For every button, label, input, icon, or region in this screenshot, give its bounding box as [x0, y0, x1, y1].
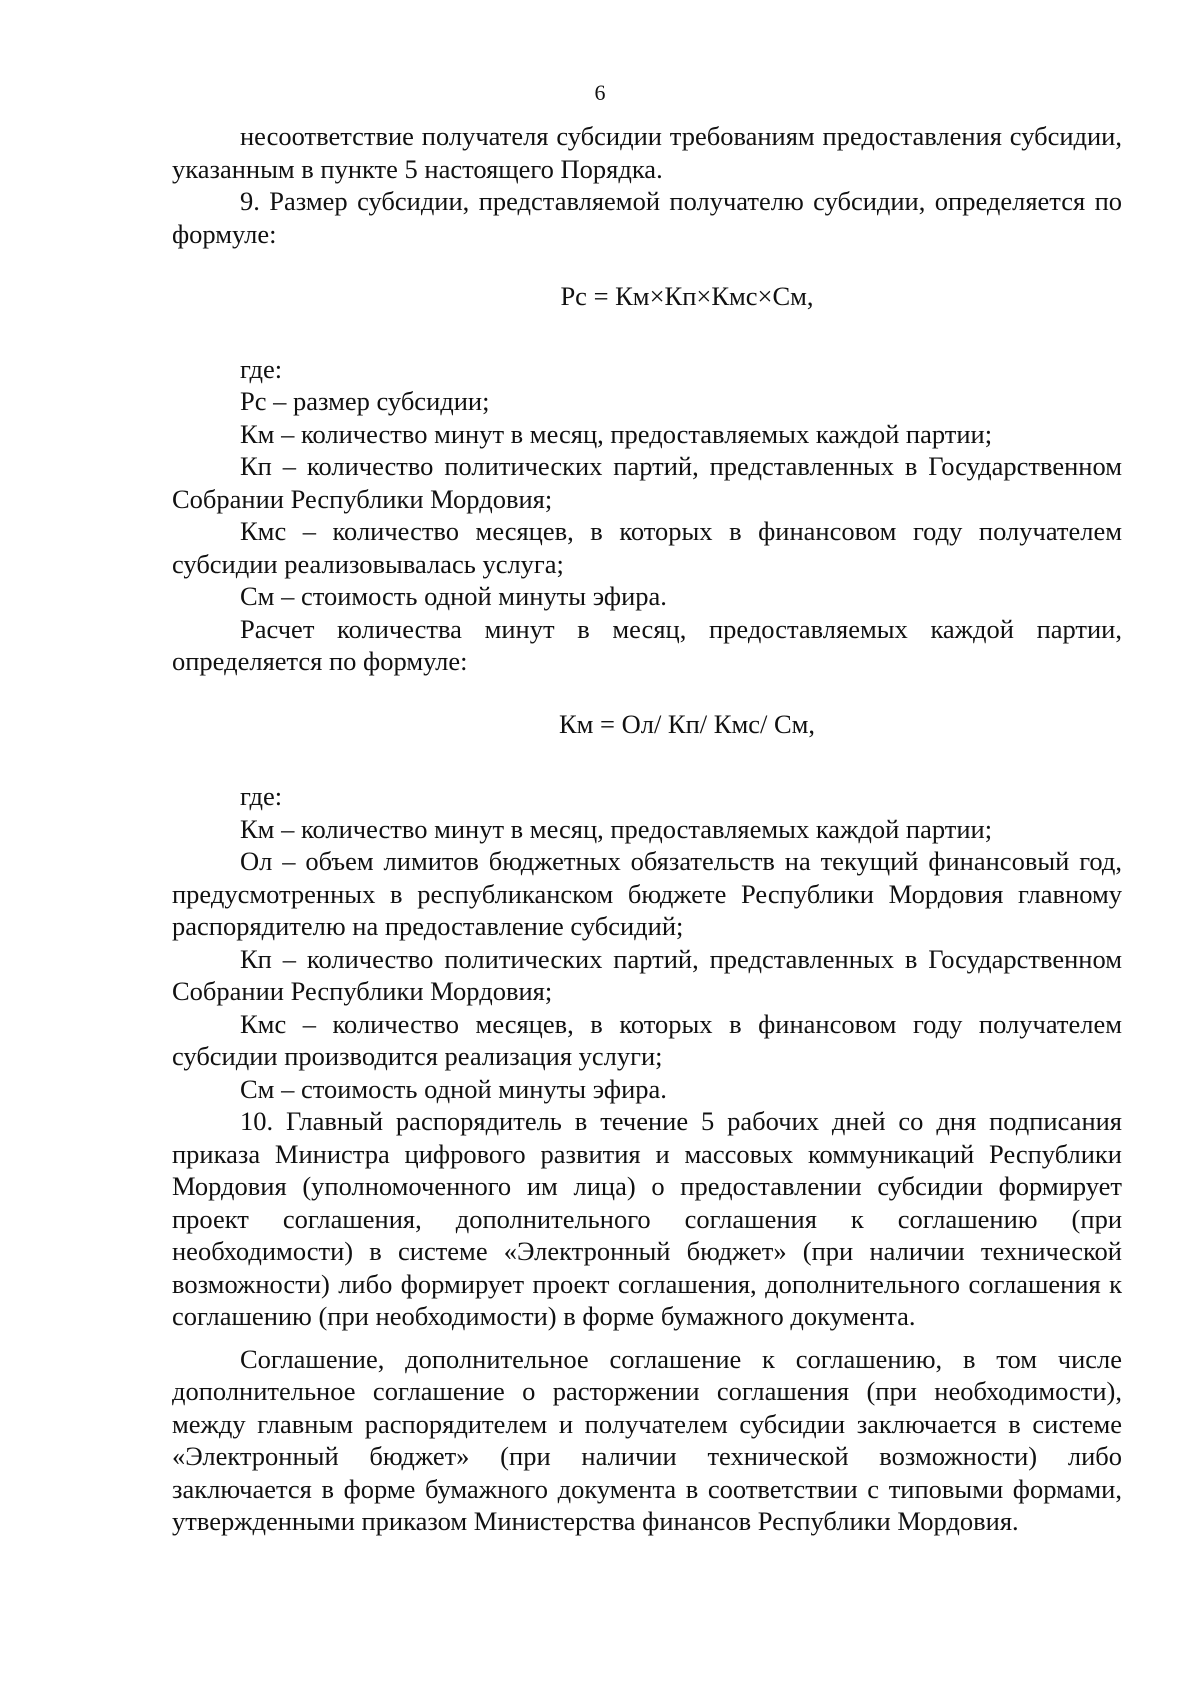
paragraph-item-10: 10. Главный распорядитель в течение 5 рабочих дней со дня подписания приказа Министра цифрового развития и массовых коммуникаций Республики Мордовия (уполномоченного им лица) о предоставлении субсидии формирует проект соглашения, дополнительного соглашения к соглашению (при необходимости) в системе «Электронный бюджет» (при наличии технической возможности) либо формирует проект соглашения, дополнительного соглашения к соглашению (при необходимости) в форме бумажного документа. [172, 1106, 1122, 1331]
definition-kms: Кмс – количество месяцев, в которых в финансовом году получателем субсидии реализовывалась услуга; [172, 516, 1122, 579]
definition-km: Км – количество минут в месяц, предоставляемых каждой партии; [240, 418, 993, 449]
definition-sm-2: См – стоимость одной минуты эфира. [240, 1073, 667, 1104]
formula-subsidy-size: Рс = Км×Кп×Кмс×См, [560, 281, 814, 311]
paragraph-noncompliance: несоответствие получателя субсидии требованиям предоставления субсидии, указанным в пункте 5 настоящего Порядка. [172, 121, 1122, 184]
paragraph-item-9: 9. Размер субсидии, представляемой получателю субсидии, определяется по формуле: [172, 186, 1122, 249]
where-label-1: где: [240, 353, 283, 384]
document-body [172, 120, 1122, 1538]
formula-minutes: Км = Ол/ Кп/ Кмс/ См, [558, 708, 816, 739]
paragraph-agreement: Соглашение, дополнительное соглашение к соглашению, в том числе дополнительное соглашение о расторжении соглашения (при необходимости), между главным распорядителем и получателем субсидии заключается в системе «Электронный бюджет» (при наличии технической возможности) либо заключается в форме бумажного документа в соответствии с типовыми формами, утвержденными приказом Министерства финансов Республики Мордовия. [172, 1343, 1122, 1536]
definition-rs: Рс – размер субсидии; [240, 386, 490, 416]
where-label-2: где: [240, 781, 283, 811]
definition-kms-2: Кмс – количество месяцев, в которых в финансовом году получателем субсидии производится реализация услуги; [172, 1008, 1122, 1071]
page-number: 6 [594, 80, 606, 105]
definition-km-2: Км – количество минут в месяц, предоставляемых каждой партии; [240, 813, 993, 844]
definition-ol: Ол – объем лимитов бюджетных обязательств на текущий финансовый год, предусмотренных в республиканском бюджете Республики Мордовия главному распорядителю на предоставление субсидий; [172, 846, 1122, 941]
definition-sm: См – стоимость одной минуты эфира. [240, 581, 667, 611]
paragraph-minutes-calc: Расчет количества минут в месяц, предоставляемых каждой партии, определяется по формуле: [172, 613, 1122, 676]
definition-kp-2: Кп – количество политических партий, представленных в Государственном Собрании Республики Мордовия; [172, 943, 1122, 1006]
definition-kp: Кп – количество политических партий, представленных в Государственном Собрании Республики Мордовия; [172, 451, 1122, 514]
